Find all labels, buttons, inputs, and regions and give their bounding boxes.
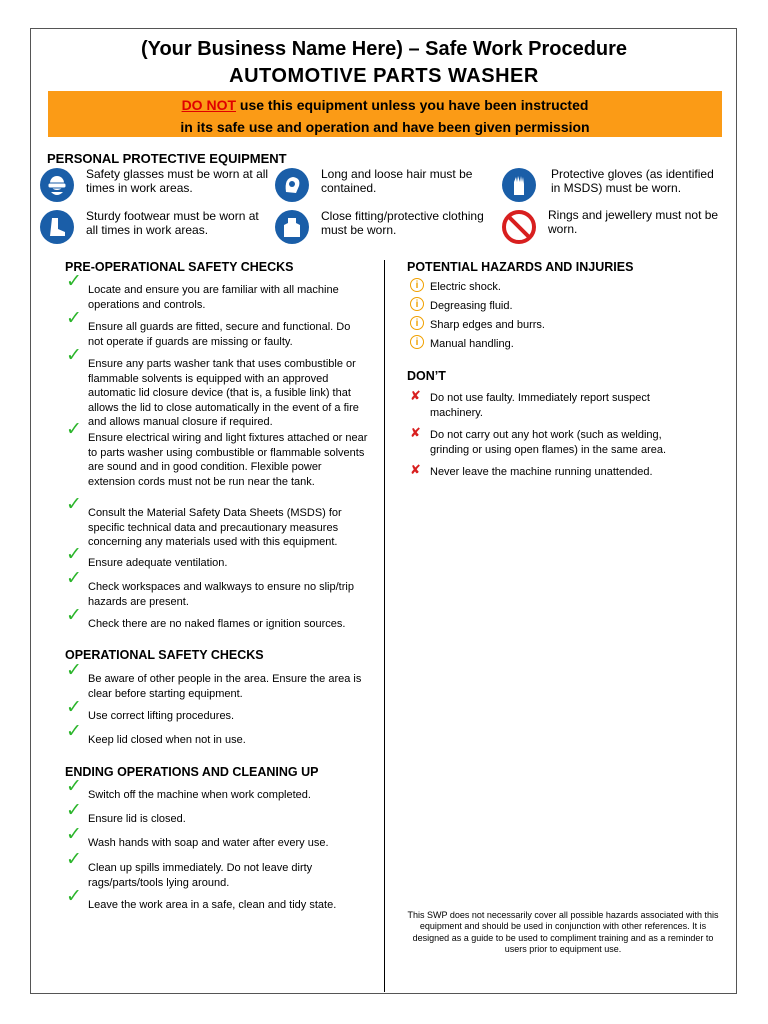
ending-title: ENDING OPERATIONS AND CLEANING UP (65, 765, 319, 779)
checkmark-icon: ✓ (66, 308, 82, 329)
dont-item: ✘ Do not use faulty. Immediately report suspect machinery. (410, 388, 650, 419)
pre-op-item: ✓ Ensure adequate ventilation. (66, 544, 228, 569)
checkmark-icon: ✓ (66, 271, 82, 292)
checkmark-icon: ✓ (66, 660, 82, 681)
hazards-title: POTENTIAL HAZARDS AND INJURIES (407, 260, 634, 274)
disclaimer-footnote: This SWP does not necessarily cover all possible hazards associated with this equipment and should be used in conjunction with other references. It is designed as a guide to be used to compliment training and as a reminder to users prior to equipment use. (407, 910, 719, 954)
pre-op-item: ✓ Check workspaces and walkways to ensure no slip/trip hazards are present. (66, 568, 354, 608)
checkmark-icon: ✓ (66, 697, 82, 718)
banner-line1: use this equipment unless you have been instructed (236, 97, 589, 113)
checkmark-icon: ✓ (66, 605, 82, 626)
ppe-item-glasses: Safety glasses must be worn at all times in work areas. (86, 167, 269, 195)
ppe-item-gloves: Protective gloves (as identified in MSDS) must be worn. (551, 167, 714, 195)
page-title: (Your Business Name Here) – Safe Work Procedure (140, 38, 628, 60)
cross-icon: ✘ (410, 388, 421, 403)
pre-op-item: ✓ Ensure all guards are fitted, secure and functional. Do not operate if guards are missing or faulty. (66, 308, 351, 348)
ppe-title: PERSONAL PROTECTIVE EQUIPMENT (47, 151, 287, 166)
op-title: OPERATIONAL SAFETY CHECKS (65, 648, 264, 662)
no-jewellery-icon (500, 208, 538, 246)
checkmark-icon: ✓ (66, 345, 82, 366)
ending-item: ✓ Wash hands with soap and water after every use. (66, 824, 329, 849)
safety-boots-icon (40, 210, 74, 244)
checkmark-icon: ✓ (66, 419, 82, 440)
safety-glasses-icon (40, 168, 74, 202)
ending-item: ✓ Clean up spills immediately. Do not leave dirty rags/parts/tools lying around. (66, 849, 313, 889)
info-icon: i (410, 297, 424, 311)
checkmark-icon: ✓ (66, 721, 82, 742)
hazard-item: i Manual handling. (430, 337, 514, 351)
checkmark-icon: ✓ (66, 494, 82, 515)
info-icon: i (410, 335, 424, 349)
ppe-item-jewellery: Rings and jewellery must not be worn. (548, 208, 719, 236)
cross-icon: ✘ (410, 462, 421, 477)
hazard-item: i Degreasing fluid. (430, 299, 513, 313)
banner-line2: in its safe use and operation and have been given permission (180, 119, 590, 135)
ending-item: ✓ Leave the work area in a safe, clean and tidy state. (66, 886, 337, 911)
checkmark-icon: ✓ (66, 568, 82, 589)
info-icon: i (410, 316, 424, 330)
checkmark-icon: ✓ (66, 849, 82, 870)
cross-icon: ✘ (410, 425, 421, 440)
warning-banner (48, 91, 722, 137)
pre-op-item: ✓ Consult the Material Safety Data Sheets (MSDS) for specific technical data and precautionary measures concerning any materials used with this equipment. (66, 494, 342, 548)
ppe-item-hair: Long and loose hair must be contained. (321, 167, 473, 195)
do-not-text: DO NOT (181, 97, 237, 113)
dont-item: ✘ Do not carry out any hot work (such as welding, grinding or using open flames) in the same area. (410, 425, 667, 456)
dont-item: ✘ Never leave the machine running unattended. (410, 462, 653, 478)
info-icon: i (410, 278, 424, 292)
pre-op-item: ✓ Ensure electrical wiring and light fixtures attached or near to parts washer using combustible or flammable solvents are sound and in good condition. Flexible power extension cords must not be run near the tank. (66, 419, 368, 488)
op-item: ✓ Be aware of other people in the area. Ensure the area is clear before starting equipment. (66, 660, 362, 700)
op-item: ✓ Keep lid closed when not in use. (66, 721, 246, 746)
hazard-item: i Sharp edges and burrs. (430, 318, 545, 332)
pre-op-item: ✓ Locate and ensure you are familiar with all machine operations and controls. (66, 271, 339, 311)
ending-item: ✓ Ensure lid is closed. (66, 800, 186, 825)
hair-net-icon (275, 168, 309, 202)
protective-clothing-icon (275, 210, 309, 244)
hazard-item: i Electric shock. (430, 280, 501, 294)
ending-item: ✓ Switch off the machine when work completed. (66, 776, 311, 801)
checkmark-icon: ✓ (66, 544, 82, 565)
ppe-item-footwear: Sturdy footwear must be worn at all times in work areas. (86, 209, 259, 237)
checkmark-icon: ✓ (66, 886, 82, 907)
pre-op-item: ✓ Ensure any parts washer tank that uses combustible or flammable solvents is equipped with an approved automatic lid closure device (that is, a fusible link) that allows the lid to close automatically in the event of a fire and allows manual closure if required. (66, 345, 359, 428)
op-item: ✓ Use correct lifting procedures. (66, 697, 235, 722)
dont-title: DON’T (407, 369, 446, 383)
checkmark-icon: ✓ (66, 824, 82, 845)
checkmark-icon: ✓ (66, 776, 82, 797)
checkmark-icon: ✓ (66, 800, 82, 821)
page-subtitle: AUTOMOTIVE PARTS WASHER (229, 65, 539, 87)
protective-gloves-icon (502, 168, 536, 202)
pre-op-item: ✓ Check there are no naked flames or ignition sources. (66, 605, 346, 630)
column-divider (384, 260, 385, 992)
pre-op-title: PRE-OPERATIONAL SAFETY CHECKS (65, 260, 294, 274)
ppe-item-clothing: Close fitting/protective clothing must be worn. (321, 209, 484, 237)
